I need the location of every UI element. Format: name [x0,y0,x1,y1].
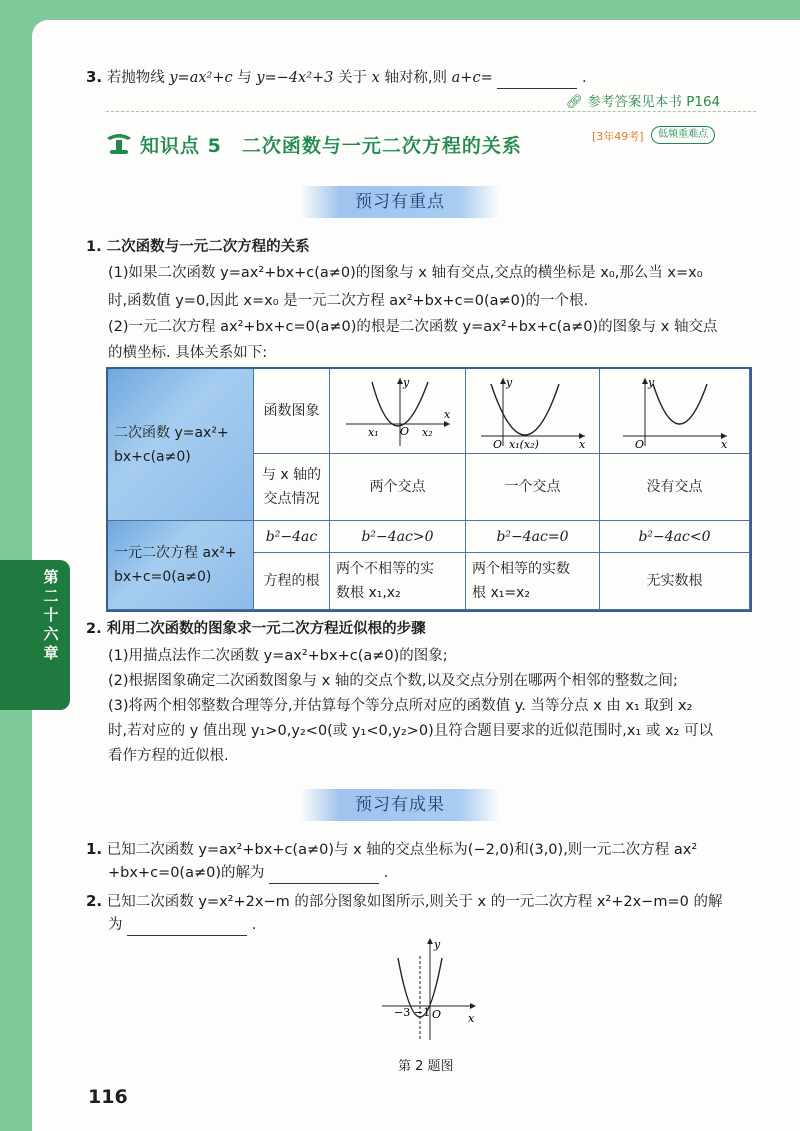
section-1-heading: 1. 二次函数与一元二次方程的关系 [86,239,310,255]
disc-value-1: b²−4ac>0 [330,521,466,553]
exercise-2-answer-blank[interactable] [127,918,247,936]
exercise-1-cont: +bx+c=0(a≠0)的解为 . [108,862,388,884]
section-2-heading: 2. 利用二次函数的图象求一元二次方程近似根的步骤 [86,621,426,637]
svg-text:−1: −1 [414,1006,431,1019]
section-2-step-3-end: 看作方程的近似根. [108,748,229,764]
parabola-no-roots-graph [615,374,735,449]
answer-reference: 🔗︎ 参考答案见本书 P164 [566,94,721,110]
exercise-2: 2. 已知二次函数 y=x²+2x−m 的部分图象如图所示,则关于 x 的一元二次方程 x²+2x−m=0 的解 [86,892,723,910]
table-row-header-function: 二次函数 y=ax²+ bx+c(a≠0) [108,369,254,521]
table-label-discriminant: b²−4ac [254,521,330,553]
svg-text:−3: −3 [394,1006,411,1019]
svg-text:x: x [578,437,585,449]
section-banner-preview-results: 预习有成果 [300,789,500,821]
graph-two-intersections [330,369,466,454]
svg-text:O: O [399,424,409,438]
roots-value-1: 两个不相等的实 数根 x₁,x₂ [330,553,466,610]
knowledge-point-icon [104,128,134,156]
intersect-value-3: 没有交点 [600,454,750,521]
table-label-intersections: 与 x 轴的 交点情况 [254,454,330,521]
svg-text:y: y [505,375,512,389]
parabola-one-root-graph [473,374,593,449]
roots-value-2: 两个相等的实数 根 x₁=x₂ [466,553,600,610]
answer-blank[interactable] [497,71,577,89]
section-1-para-1: (1)如果二次函数 y=ax²+bx+c(a≠0)的图象与 x 轴有交点,交点的横坐标是 x₀,那么当 x=x₀ [108,265,703,281]
divider [106,111,756,112]
table-label-graph: 函数图象 [254,369,330,454]
exam-frequency-tag: [3年49考] [592,130,644,143]
svg-text:x₁: x₁ [367,425,379,439]
svg-text:O: O [634,437,644,449]
svg-text:O: O [492,437,502,449]
section-2-step-3-cont: 时,若对应的 y 值出现 y₁>0,y₂<0(或 y₁<0,y₂>0)且符合题目要求的近似范围时,x₁ 或 x₂ 可以 [108,723,713,739]
section-banner-preview-key: 预习有重点 [300,186,500,218]
roots-value-3: 无实数根 [600,553,750,610]
table-label-roots: 方程的根 [254,553,330,610]
svg-text:y: y [647,375,654,389]
intersect-value-1: 两个交点 [330,454,466,521]
graph-no-intersection [600,369,750,454]
difficulty-badge: 低频重难点 [651,126,715,144]
parabola-two-roots-graph [338,374,458,449]
section-1-para-1-cont: 时,函数值 y=0,因此 x=x₀ 是一元二次方程 ax²+bx+c=0(a≠0)的一个根. [108,293,589,309]
exercise-1-answer-blank[interactable] [269,866,379,884]
page-number: 116 [88,1086,128,1108]
section-2-step-3: (3)将两个相邻整数合理等分,并估算每个等分点所对应的函数值 y. 当等分点 x 由 x₁ 取到 x₂ [108,698,693,714]
chapter-tab-label: 第二十六章 [43,568,59,662]
section-1-para-2-cont: 的横坐标. 具体关系如下: [108,345,268,361]
intersect-value-2: 一个交点 [466,454,600,521]
link-icon: 🔗︎ [566,94,584,110]
exercise-2-cont: 为 . [108,914,256,936]
section-1-para-2: (2)一元二次方程 ax²+bx+c=0(a≠0)的根是二次函数 y=ax²+bx+c(a≠0)的图象与 x 轴交点 [108,319,718,335]
disc-value-3: b²−4ac<0 [600,521,750,553]
svg-text:x₁(x₂): x₁(x₂) [508,437,539,449]
svg-text:O: O [432,1008,442,1021]
disc-value-2: b²−4ac=0 [466,521,600,553]
section-2-step-2: (2)根据图象确定二次函数图象与 x 轴的交点个数,以及交点分别在哪两个相邻的整数之间; [108,673,678,689]
section-2-step-1: (1)用描点法作二次函数 y=ax²+bx+c(a≠0)的图象; [108,648,448,664]
table-row-header-equation: 一元二次方程 ax²+ bx+c=0(a≠0) [108,521,254,610]
svg-text:x: x [720,437,727,449]
figure-caption: 第 2 题图 [398,1059,454,1074]
svg-text:y: y [402,375,409,389]
svg-text:y: y [434,938,441,951]
svg-text:x₂: x₂ [421,425,433,439]
question-3: 3. 若抛物线 y=ax²+c 与 y=−4x²+3 关于 x 轴对称,则 a+c= . [86,66,587,89]
svg-text:x: x [443,407,450,421]
exercise-2-figure [378,936,488,1046]
knowledge-point-title: 知识点 5 二次函数与一元二次方程的关系 [140,135,522,157]
chapter-tab[interactable] [0,560,70,710]
exercise-1: 1. 已知二次函数 y=ax²+bx+c(a≠0)与 x 轴的交点坐标为(−2,0)和(3,0),则一元二次方程 ax² [86,840,698,858]
graph-one-intersection [466,369,600,454]
relationship-table [106,367,752,612]
svg-text:x: x [468,1012,475,1025]
